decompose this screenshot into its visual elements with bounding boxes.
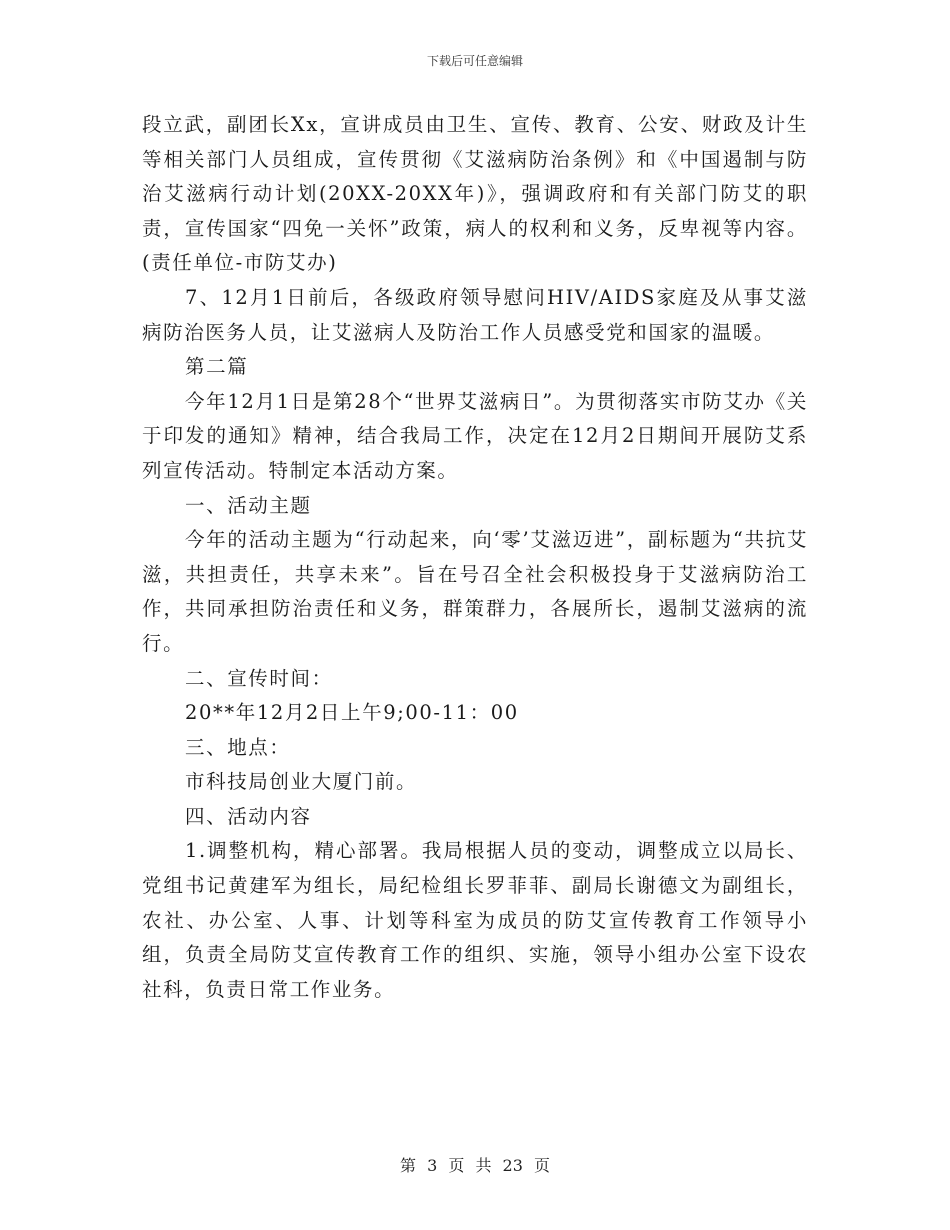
- paragraph-4: 今年的活动主题为“行动起来，向‘零’艾滋迈进”，副标题为“共抗艾滋，共担责任，共享未来”。旨在号召全社会积极投身于艾滋病防治工作，共同承担防治责任和义务，群策群力，各展所长，遏制艾滋病的流行。: [142, 528, 808, 655]
- section-heading-time: 二、宣传时间：: [185, 666, 333, 690]
- paragraph-2: 7、12月1日前后，各级政府领导慰问HIV/AIDS家庭及从事艾滋病防治医务人员，让艾滋病人及防治工作人员感受党和国家的温暖。: [142, 285, 808, 344]
- section-heading-location: 三、地点：: [185, 735, 291, 759]
- paragraph-location-value: 市科技局创业大厦门前。: [185, 770, 418, 794]
- section-heading-part-two: 第二篇: [185, 355, 249, 379]
- paragraph-1: 段立武，副团长Xx，宣讲成员由卫生、宣传、教育、公安、财政及计生等相关部门人员组成，宣传贯彻《艾滋病防治条例》和《中国遏制与防治艾滋病行动计划(20XX-20XX年)》，强调政府和有关部门防艾的职责，宣传国家“四免一关怀”政策，病人的权利和义务，反卑视等内容。(责任单位-市防艾办): [142, 113, 808, 275]
- section-heading-theme: 一、活动主题: [185, 493, 312, 517]
- paragraph-5: 1.调整机构，精心部署。我局根据人员的变动，调整成立以局长、党组书记黄建军为组长，局纪检组长罗菲菲、副局长谢德文为副组长，农社、办公室、人事、计划等科室为成员的防艾宣传教育工作领导小组，负责全局防艾宣传教育工作的组织、实施，领导小组办公室下设农社科，负责日常工作业务。: [142, 839, 808, 1001]
- page-number: 第 3 页 共 23 页: [400, 1156, 550, 1175]
- document-body: [142, 108, 808, 1007]
- page-header-note: 下载后可任意编辑: [426, 54, 523, 68]
- section-heading-content: 四、活动内容: [185, 804, 312, 828]
- paragraph-3: 今年12月1日是第28个“世界艾滋病日”。为贯彻落实市防艾办《关于印发的通知》精神，结合我局工作，决定在12月2日期间开展防艾系列宣传活动。特制定本活动方案。: [142, 389, 808, 482]
- paragraph-time-value: 20**年12月2日上午9;00-11：00: [185, 701, 519, 725]
